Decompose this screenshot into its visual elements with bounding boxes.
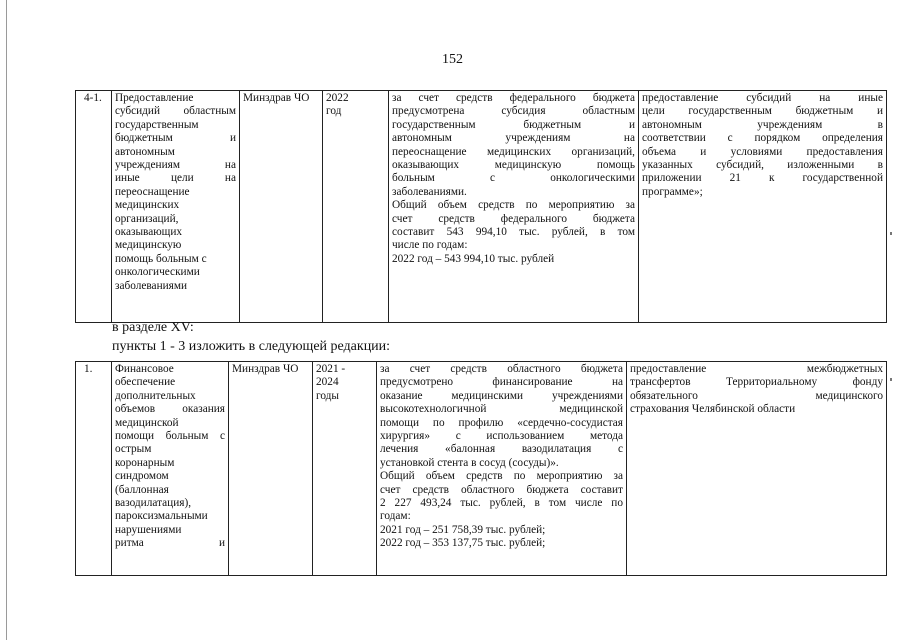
- text-line: хирургия» с использованием метода: [380, 430, 623, 443]
- text-line: годам:: [380, 510, 411, 523]
- text-line: счет средств федерального бюджета: [392, 212, 635, 225]
- text-line: объемов оказания: [115, 403, 225, 416]
- text-line: иные цели на: [115, 172, 236, 185]
- mechanism-description: [639, 91, 887, 323]
- text-line: высокотехнологичной медицинской: [380, 403, 623, 416]
- scan-mark: [890, 378, 892, 381]
- text-line: медицинской: [115, 416, 179, 429]
- period: [313, 362, 377, 576]
- page-number: 152: [442, 52, 463, 67]
- text-line: онкологическими: [115, 266, 200, 279]
- text-line: 2021 год – 251 758,39 тыс. рублей;: [380, 523, 546, 536]
- measure-table-1: [75, 361, 887, 576]
- text-line: 2022: [326, 92, 349, 104]
- text-line: числе по годам:: [392, 239, 468, 252]
- text-line: 2022 год – 353 137,75 тыс. рублей;: [380, 537, 546, 550]
- text-line: 2 227 493,24 тыс. рублей, в том числе по: [380, 497, 623, 510]
- text-line: предусмотрена субсидия областным: [392, 105, 635, 118]
- text-line: учреждениям на: [115, 159, 236, 172]
- text-line: Общий объем средств по мероприятию за: [392, 199, 635, 212]
- text-line: годы: [316, 389, 340, 402]
- text-line: государственным бюджетным и: [392, 118, 635, 131]
- text-line: нарушениями: [115, 523, 182, 536]
- executor: Минздрав ЧО: [229, 362, 313, 576]
- text-line: обязательного медицинского: [630, 389, 883, 402]
- text-line: больным с онкологическими: [392, 172, 635, 185]
- text-line: страхования Челябинской области: [630, 403, 796, 416]
- text-line: государственным: [115, 118, 199, 131]
- measure-table-4-1: [75, 90, 887, 323]
- text-line: автономным: [115, 145, 175, 158]
- text-line: ритма и: [115, 537, 225, 550]
- text-line: переоснащение медицинских организаций,: [392, 145, 635, 158]
- text-line: медицинских: [115, 199, 180, 212]
- table-row: [76, 362, 887, 576]
- scan-left-border: [6, 0, 7, 640]
- text-line: заболеваниями.: [392, 185, 467, 198]
- text-line: острым: [115, 443, 152, 456]
- text-line: установкой стента в сосуд (сосуды)».: [380, 456, 559, 469]
- text-line: оказание медицинскими учреждениями: [380, 389, 623, 402]
- measure-name: [112, 91, 240, 323]
- text-line: Предоставление: [115, 92, 194, 104]
- text-line: программе»;: [642, 185, 703, 198]
- item-number: 1.: [76, 362, 112, 576]
- section-reference: в разделе XV:: [112, 320, 194, 335]
- period: [323, 91, 389, 323]
- text-line: автономным учреждениям на: [392, 132, 635, 145]
- text-line: объема и условиями предоставления: [642, 145, 883, 158]
- text-line: предоставление межбюджетных: [630, 363, 883, 375]
- text-line: 2022 год – 543 994,10 тыс. рублей: [392, 252, 555, 265]
- text-line: помощь больным с: [115, 252, 207, 265]
- text-line: медицинскую: [115, 239, 182, 252]
- text-line: составит 543 994,10 тыс. рублей, в том: [392, 226, 635, 239]
- text-line: помощи больным с: [115, 430, 225, 443]
- text-line: оказывающих медицинскую помощь: [392, 159, 635, 172]
- text-line: приложении 21 к государственной: [642, 172, 883, 185]
- text-line: лечения «балонная вазодилатация с: [380, 443, 623, 456]
- edit-instruction: пункты 1 - 3 изложить в следующей редакции:: [112, 339, 391, 354]
- text-line: субсидий областным: [115, 105, 236, 118]
- text-line: заболеваниями: [115, 279, 188, 292]
- text-line: пароксизмальными: [115, 510, 208, 523]
- text-line: за счет средств областного бюджета: [380, 363, 623, 375]
- text-line: трансфертов Территориальному фонду: [630, 376, 883, 389]
- text-line: организаций,: [115, 212, 179, 225]
- measure-name: [112, 362, 229, 576]
- item-number: 4-1.: [76, 91, 112, 323]
- text-line: указанных субсидий, изложенными в: [642, 159, 883, 172]
- text-line: предоставление субсидий на иные: [642, 92, 883, 104]
- text-line: автономным учреждениям в: [642, 118, 883, 131]
- text-line: переоснащение: [115, 185, 190, 198]
- text-line: 2024: [316, 376, 339, 389]
- text-line: год: [326, 105, 342, 118]
- text-line: обеспечение: [115, 376, 176, 389]
- funding-description: [389, 91, 639, 323]
- text-line: предусмотрено финансирование на: [380, 376, 623, 389]
- text-line: соответствии с порядком определения: [642, 132, 883, 145]
- text-line: бюджетным и: [115, 132, 236, 145]
- text-line: оказывающих: [115, 226, 183, 239]
- text-line: Общий объем средств по мероприятию за: [380, 470, 623, 483]
- text-line: дополнительных: [115, 389, 196, 402]
- text-line: коронарным: [115, 456, 175, 469]
- text-line: помощи по профилю «сердечно-сосудистая: [380, 416, 623, 429]
- text-line: вазодилатация),: [115, 497, 192, 510]
- executor: Минздрав ЧО: [240, 91, 323, 323]
- scan-mark: [890, 232, 892, 235]
- table-row: [76, 91, 887, 323]
- text-line: за счет средств федерального бюджета: [392, 92, 635, 104]
- mechanism-description: [627, 362, 887, 576]
- text-line: счет средств областного бюджета составит: [380, 483, 623, 496]
- text-line: 2021 -: [316, 363, 346, 375]
- text-line: цели государственным бюджетным и: [642, 105, 883, 118]
- funding-description: [377, 362, 627, 576]
- text-line: (баллонная: [115, 483, 169, 496]
- text-line: синдромом: [115, 470, 169, 483]
- text-line: Финансовое: [115, 363, 174, 375]
